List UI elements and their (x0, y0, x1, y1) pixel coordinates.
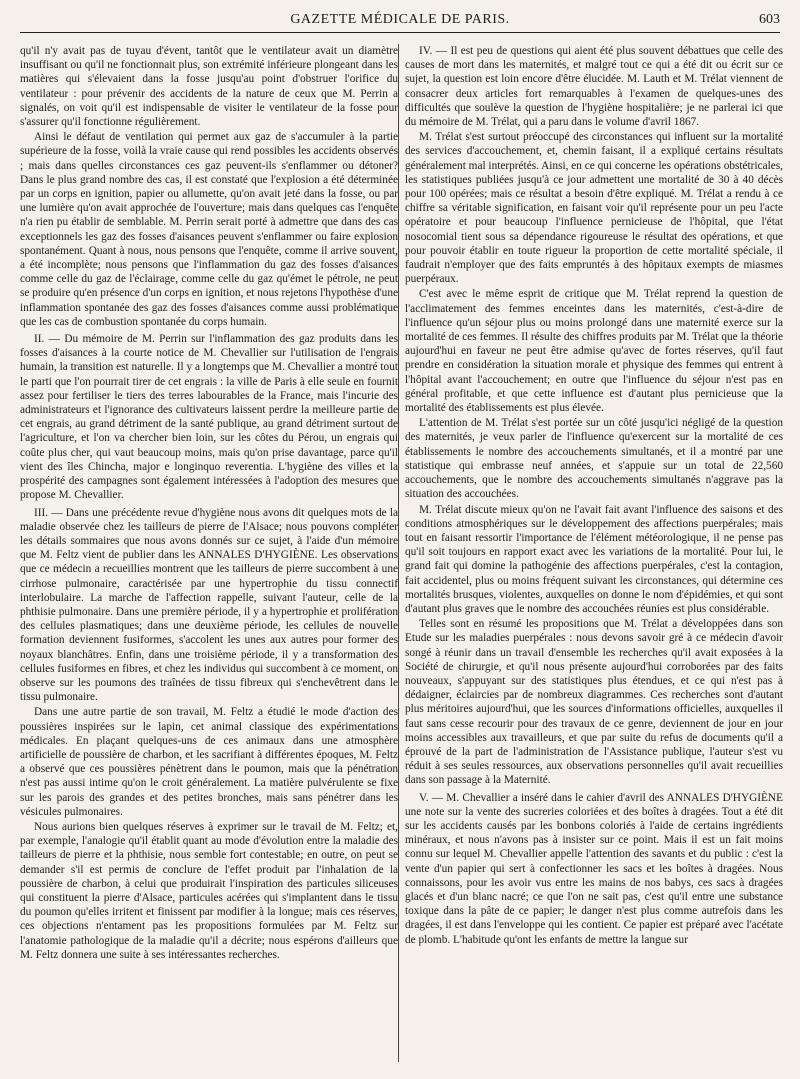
paragraph: Dans une autre partie de son travail, M. Feltz a étudié le mode d'action des poussières inspirées sur le lapin, cet animal classique des expérimentations médicales. En plaçant quelques-uns de ces animaux dans une atmosphère artificielle de poussière de charbon, et les sacrifiant à différentes époques, M. Feltz a observé que ces poussières pénètrent dans le poumon, mais que la pénétration n'est pas aussi intime qu'on le croit généralement. La matière pulvérulente se fixe sur les parois des grandes et des petites bronches, mais sans pénétrer dans les vésicules pulmonaires. (20, 706, 398, 818)
left-column (20, 44, 398, 962)
paragraph: Nous aurions bien quelques réserves à exprimer sur le travail de M. Feltz; et, par exemple, l'analogie qu'il établit quant au mode d'évolution entre la maladie des tailleurs de pierre et la phthisie, nous semble fort contestable; en outre, on peut se demander s'il est permis de conclure de l'effet produit par l'inhalation de la poussière de charbon, à celui que produirait l'inspiration des particules siliceuses qui constituent la pierre d'Alsace, particules acérées qui s'implantent dans le tissu du poumon qu'elles irritent et finissent par modifier à la longue; mais ces réserves, ces objections n'entament pas les propositions formulées par M. Feltz sur l'anatomie pathologique de la maladie qu'il a décrite; nous espérons d'ailleurs que M. Feltz donnera une suite à ses intéressantes recherches. (20, 820, 398, 961)
paragraph: L'attention de M. Trélat s'est portée sur un côté jusqu'ici négligé de la question des maternités, je veux parler de l'influence qu'exercent sur la mortalité de ces établissements le nombre des accouchements simultanés, et il a montré par une statistique qui embrasse neuf années, et s'appuie sur un total de 22,560 accouchements, que le nombre des accouchements simultanés n'aggrave pas la situation des accouchées. (405, 417, 783, 501)
paragraph: Telles sont en résumé les propositions que M. Trélat a développées dans son Etude sur les maladies puerpérales : nous devons savoir gré à ce médecin d'avoir songé à réunir dans un travail d'ensemble les recherches qu'il avait exposées à la Société de chirurgie, et qu'il nous présente aujourd'hui corroborées par des faits nouveaux, s'appuyant sur des statistiques plus étendues, et ce qui n'est pas à dédaigner, éclaircies par de nombreux diagrammes. Ces recherches sont d'autant plus méritoires aujourd'hui, que les sources d'informations officielles, auxquelles il faut sans cesse recourir pour des travaux de ce genre, deviennent de jour en jour moins accessibles aux travailleurs, et que par suite du refus de documents qu'il a éprouvé de la part de l'administration de l'Assistance publique, l'auteur s'est vu réduit à ses seules ressources, aux observations personnelles qu'il avait recueillies dans son passage à la Maternité. (405, 618, 783, 787)
section-v-paragraph: V. — M. Chevallier a inséré dans le cahier d'avril des ANNALES D'HYGIÈNE une note sur la vente des sucreries coloriées et des boîtes à dragées. Tout a été dit sur les accidents causés par les bonbons coloriés à l'aide de certains ingrédients minéraux, et nous n'avons pas à insister sur ce point. Mais il est un fait moins connu sur lequel M. Chevallier appelle l'attention des savants et du public : c'est la vente d'un papier qui sert à confectionner les sacs et les boîtes à dragées. Nous connaissons, pour les avoir vus entre les mains de nos babys, ces sacs à dragées glacés et d'un blanc nacré; ce que l'on ne sait pas, c'est qu'il entre une substance toxique dans la pâte de ce papier; le danger n'est plus comme autrefois dans les dragées, il est dans l'enveloppe qui les contient. Ce papier est préparé avec l'acétate de plomb. L'habitude qu'ont les enfants de mettre la langue sur (405, 791, 783, 946)
section-ii-paragraph: II. — Du mémoire de M. Perrin sur l'inflammation des gaz produits dans les fosses d'aisances à la courte notice de M. Chevallier sur l'utilisation de l'engrais humain, la transition est naturelle. Il y a longtemps que M. Chevallier a montré tout le parti que l'on pourrait tirer de cet engrais : la ville de Paris à elle seule en fournit assez pour fertiliser le tiers des terres labourables de la France, mais l'incurie des administrateurs et l'ignorance des cultivateurs laissent perdre la meilleure partie de cet engrais, au grand détriment de la santé publique, au grand détriment surtout de l'agriculture, et l'on va chercher bien loin, sur les côtes du Pérou, un engrais qui coûte plus cher, qui vaut beaucoup moins, mais qu'on prise davantage, parce qu'il vient des îles Chincha, major e longinquo reverentia. L'hygiène des villes et la prospérité des campagnes sont également intéressées à l'adoption des mesures que propose M. Chevallier. (20, 333, 398, 502)
paragraph: M. Trélat discute mieux qu'on ne l'avait fait avant l'influence des saisons et des conditions atmosphériques sur le développement des affections puerpérales; mais tout en faisant ressortir l'importance de l'élément météorologique, il ne pense pas qu'il soit toujours en rapport exact avec les variations de la mortalité. Pour lui, le grand fait qui domine la pathogénie des affections puerpérales, c'est la contagion, fait accidentel, plus ou moins fréquent suivant les circonstances, qui détermine ces mortalités brusques, violentes, auxquelles on donne le nom d'épidémies, et qui sont d'autant plus graves que le nombre des accouchées réunies est plus considérable. (405, 503, 783, 615)
paragraph: Ainsi le défaut de ventilation qui permet aux gaz de s'accumuler à la partie supérieure de la fosse, voilà la vraie cause qui rend possibles les accidents observés ; mais dans quelles circonstances ces gaz peuvent-ils s'enflammer ou détoner? Dans le plus grand nombre des cas, il est constaté que l'explosion a été déterminée par un corps en ignition, papier ou allumette, qu'on avait jeté dans la fosse, ou par une lumière qu'on avait approchée de l'ouverture; mais dans quelques cas l'enquête n'a rien pu établir de semblable. M. Perrin serait porté à admettre que dans des cas exceptionnels les gaz des fosses d'aisances peuvent s'enflammer ou faire explosion spontanément. Quant à nous, nous pensons que l'enquête, comme il arrive souvent, a été incomplète; nous pensons que l'inflammation du gaz des fosses d'aisances comme celle du gaz de l'éclairage, comme celle du gaz qu'émet le pétrole, ne peut se produire qu'en présence d'un corps en ignition, et nous rejetons l'hypothèse d'une inflammation spontanée des gaz des fosses d'aisances comme aussi problématique que les cas de combustion spontanée du corps humain. (20, 131, 398, 328)
section-iv-paragraph: IV. — Il est peu de questions qui aient été plus souvent débattues que celle des causes de mort dans les maternités, et malgré tout ce qui a été dit ou écrit sur ce sujet, la question est loin encore d'être élucidée. M. Lauth et M. Trélat viennent de consacrer deux articles fort remarquables à l'examen de quelques-unes des difficultés que soulève la question de l'hygiène hospitalière; je ne parlerai ici que du mémoire de M. Trélat, qui a paru dans le volume d'avril 1867. (405, 45, 783, 129)
paragraph: qu'il n'y avait pas de tuyau d'évent, tantôt que le ventilateur avait un diamètre insuffisant ou qu'il ne fonctionnait plus, son extrémité inférieure plongeant dans les matières qui s'élevaient dans la fosse jusqu'au point d'obstruer l'orifice du ventilateur : pour prévenir des accidents de la nature de ceux que M. Perrin a signalés, on voit qu'il est indispensable de visiter le ventilateur de la fosse pour s'assurer qu'il fonctionne régulièrement. (20, 45, 398, 129)
section-iii-paragraph: III. — Dans une précédente revue d'hygiène nous avons dit quelques mots de la maladie observée chez les tailleurs de pierre de l'Alsace; nous pouvons compléter les détails sommaires que nous avons donnés sur ce sujet, à l'aide d'un mémoire que M. Feltz vient de publier dans les ANNALES D'HYGIÈNE. Les observations que ce médecin a recueillies montrent que les tailleurs de pierre succombent à une cirrhose pulmonaire, caractérisée par une hypertrophie du tissu connectif interlobulaire. La marche de l'affection rappelle, suivant l'auteur, celle de la phthisie pulmonaire. Dans une première période, il y a hypertrophie et prolifération des cellules plasmatiques; dans une deuxième période, les cellules de nouvelle formation deviennent fusiformes, s'accolent les unes aux autres pour former des noyaux blanchâtres. Enfin, dans une troisième période, il y a transformation des cellules fusiformes en fibres, et chez les individus qui succombent à ce moment, on observe sur les poumons des traînées de tissu fibreux qui s'enchevêtrent dans le tissu pulmonaire. (20, 506, 398, 704)
column-divider (398, 44, 399, 1062)
page-number: 603 (759, 12, 780, 27)
paragraph: M. Trélat s'est surtout préoccupé des circonstances qui influent sur la mortalité des services d'accouchement, et, chemin faisant, il a expliqué certains résultats généralement mal interprétés. Ainsi, en ce qui concerne les opérations obstétricales, les statistiques publiées jusqu'à ce jour admettent une mortalité de 30 à 40 décès pour 100 opérées; mais ce résultat a besoin d'être expliqué. M. Trélat a rendu à ce chiffre sa véritable signification, en faisant voir qu'il représente pour un peu l'acte opératoire et pour beaucoup l'influence pernicieuse de l'hôpital, que l'état nosocomial tient sous sa dépendance rigoureuse le résultat des opérations, et que pour pouvoir établir en toute rigueur la proportion de cette mortalité spéciale, il faudrait n'employer que des faits empruntés à des hôpitaux exempts de miasmes puerpéraux. (405, 131, 783, 286)
page-header (20, 10, 780, 33)
right-column (405, 44, 783, 947)
running-head: GAZETTE MÉDICALE DE PARIS. (290, 12, 510, 27)
paragraph: C'est avec le même esprit de critique que M. Trélat reprend la question de l'acclimatement des femmes enceintes dans les maternités, c'est-à-dire de l'influence qu'un séjour plus ou moins prolongé dans une maternité exerce sur la mortalité de ces femmes. Il résulte des chiffres produits par M. Trélat que la théorie aujourd'hui en faveur ne peut être admise qu'avec de fortes réserves, qu'il faut prendre en considération la situation morale et physique des femmes qui entrent à l'hôpital avant l'accouchement; en outre que l'influence du séjour n'est pas en général profitable, et que cette influence est d'autant plus pernicieuse que la mortalité des établissements est plus élevée. (405, 288, 783, 415)
